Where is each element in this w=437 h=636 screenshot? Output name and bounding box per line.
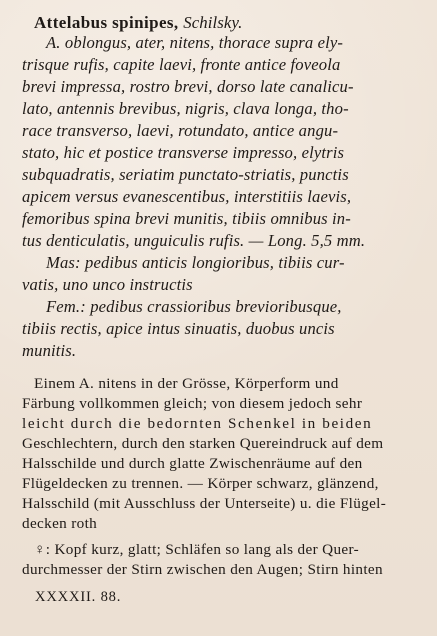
latin-line-6: stato, hic et postice transverse impresso, elytris: [22, 143, 345, 162]
species-title: [34, 14, 242, 32]
german-line-9: ♀: Kopf kurz, glatt; Schläfen so lang als der Quer-: [34, 541, 360, 558]
latin-line-2: trisque rufis, capite laevi, fronte antice foveola: [22, 55, 341, 74]
german-line-3: leicht durch die bedornten Schenkel in beiden: [22, 415, 373, 432]
latin-line-11: Mas: pedibus anticis longioribus, tibiis cur-: [46, 253, 345, 272]
german-line-7: Halsschild (mit Ausschluss der Unterseite) u. die Flügel-: [22, 495, 387, 512]
german-line-10: durchmesser der Stirn zwischen den Augen; Stirn hinten: [22, 561, 383, 578]
german-line-1: Einem A. nitens in der Grösse, Körperform und: [34, 375, 339, 392]
german-line-5: Halsschilde und durch glatte Zwischenräume auf den: [22, 455, 363, 472]
latin-line-8: apicem versus evanescentibus, interstitiis laevis,: [22, 187, 352, 206]
german-line-8: decken roth: [22, 515, 98, 532]
latin-line-10: tus denticulatis, unguiculis rufis. — Long. 5,5 mm.: [22, 231, 366, 250]
page-footer: XXXXII. 88.: [35, 589, 122, 605]
german-line-4: Geschlechtern, durch den starken Quereindruck auf dem: [22, 435, 384, 452]
latin-line-14: tibiis rectis, apice intus sinuatis, duobus uncis: [22, 319, 335, 338]
species-name: Attelabus spinipes,: [34, 13, 179, 32]
latin-line-3: brevi impressa, rostro brevi, dorso late canalicu-: [22, 77, 354, 96]
german-line-6: Flügeldecken zu trennen. — Körper schwarz, glänzend,: [22, 475, 379, 492]
latin-line-1: A. oblongus, ater, nitens, thorace supra ely-: [46, 33, 344, 52]
latin-line-5: race transverso, laevi, rotundato, antice angu-: [22, 121, 339, 140]
species-author: Schilsky.: [183, 13, 243, 32]
latin-line-12: vatis, uno unco instructis: [22, 275, 193, 294]
latin-line-9: femoribus spina brevi munitis, tibiis omnibus in-: [22, 209, 351, 228]
german-line-2: Färbung vollkommen gleich; von diesem jedoch sehr: [22, 395, 363, 412]
latin-line-15: munitis.: [22, 341, 77, 360]
latin-line-4: lato, antennis brevibus, nigris, clava longa, tho-: [22, 99, 349, 118]
latin-line-7: subquadratis, seriatim punctato-striatis, punctis: [22, 165, 349, 184]
latin-line-13: Fem.: pedibus crassioribus brevioribusque,: [46, 297, 342, 316]
